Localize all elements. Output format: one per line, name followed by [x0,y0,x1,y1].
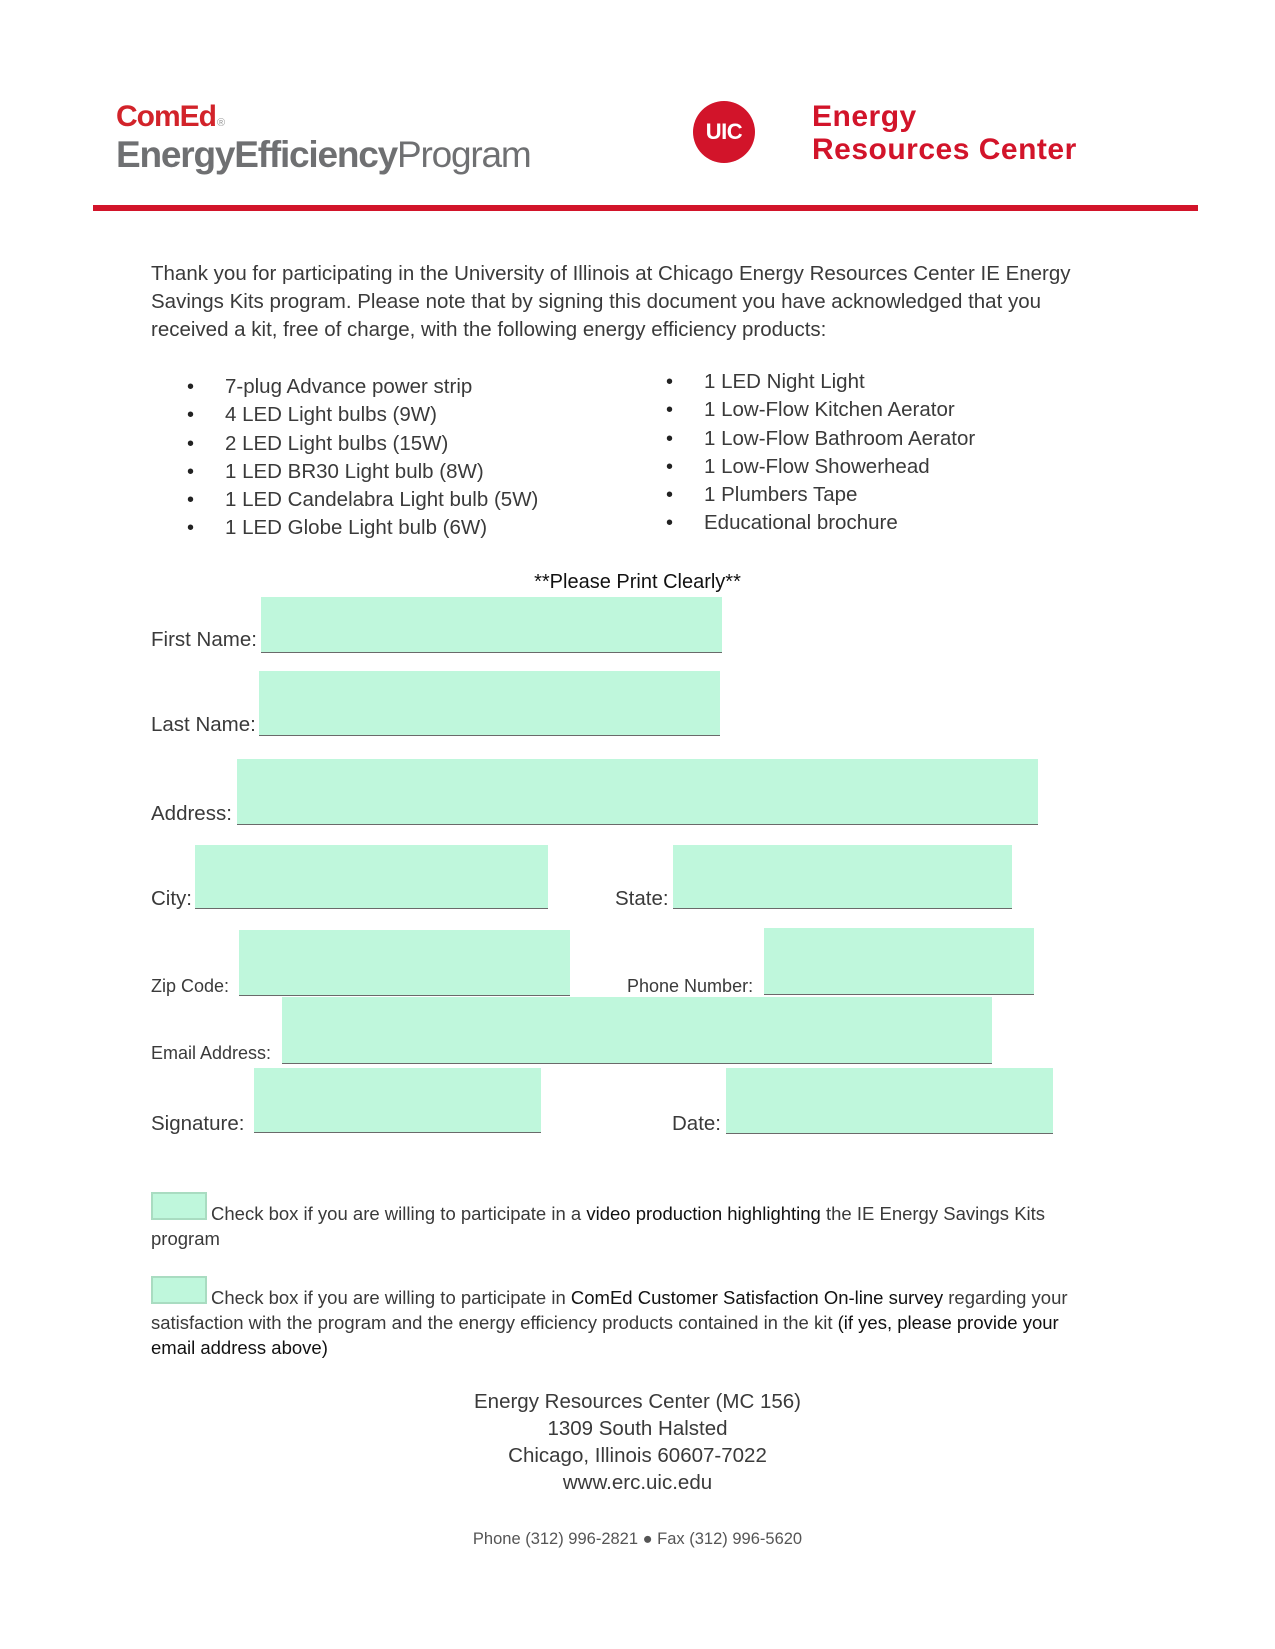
list-item: • 1 LED Candelabra Light bulb (5W) [151,486,538,514]
footer-website-link[interactable]: www.erc.uic.edu [562,1471,713,1494]
city-label: City: [151,887,192,910]
survey-participation-text [151,1285,1091,1360]
comed-brand-text: ComEd [116,100,216,133]
survey-text-emphasis: ComEd Customer Satisfaction On-line survey [570,1287,944,1308]
phone-number-field[interactable] [764,928,1034,995]
video-participation-text [151,1201,1071,1251]
list-item: • 1 Low-Flow Showerhead [630,453,975,481]
list-item: • 1 LED BR30 Light bulb (8W) [151,458,538,486]
first-name-field[interactable] [261,597,722,653]
video-text-emphasis: video production highlighting [586,1203,821,1224]
registered-mark: ® [217,117,225,129]
products-list-right [630,368,975,538]
erc-title [812,100,1077,166]
state-label: State: [615,887,669,910]
state-field[interactable] [673,845,1012,909]
video-text-after: the IE Energy Savings Kits program [151,1203,1046,1249]
program-title-bold: EnergyEfficiency [116,134,398,175]
erc-title-line1: Energy [812,100,917,133]
zip-code-label: Zip Code: [151,976,230,996]
footer-line-street: 1309 South Halsted [547,1417,728,1440]
date-field[interactable] [726,1068,1053,1134]
date-label: Date: [672,1112,721,1135]
address-label: Address: [151,802,232,825]
program-title [116,134,531,176]
footer-address [0,1388,1275,1496]
zip-code-field[interactable] [239,930,570,996]
survey-text-middle: regarding your satisfaction with the program and the energy efficiency products contained in the kit [151,1287,1068,1333]
address-field[interactable] [237,759,1038,825]
footer-contact: Phone (312) 996-2821 ● Fax (312) 996-5620 [472,1530,803,1548]
footer-line-org: Energy Resources Center (MC 156) [474,1390,801,1413]
phone-number-label: Phone Number: [627,976,754,996]
list-item: • 1 Low-Flow Bathroom Aerator [630,425,975,453]
signature-field[interactable] [254,1068,541,1133]
last-name-label: Last Name: [151,713,256,736]
email-address-label: Email Address: [151,1043,272,1063]
city-field[interactable] [195,845,548,909]
products-list-left [151,373,538,543]
first-name-label: First Name: [151,628,257,651]
list-item: • 1 LED Globe Light bulb (6W) [151,514,538,542]
list-item: • Educational brochure [630,509,975,537]
list-item: • 4 LED Light bulbs (9W) [151,401,538,429]
last-name-field[interactable] [259,671,720,736]
survey-text-emphasis-2: (if yes, please provide your email address above) [151,1312,1059,1358]
signature-label: Signature: [151,1112,245,1135]
list-item: • 1 LED Night Light [630,368,975,396]
footer-line-city: Chicago, Illinois 60607-7022 [508,1444,767,1467]
print-clearly-note: **Please Print Clearly** [534,571,741,593]
uic-logo-badge: UIC [693,101,755,163]
program-title-light: Program [397,134,531,175]
list-item: • 2 LED Light bulbs (15W) [151,430,538,458]
comed-logo [116,100,224,134]
video-text-before: Check box if you are willing to participate in a [211,1203,587,1224]
email-address-field[interactable] [282,997,992,1064]
intro-paragraph: Thank you for participating in the University of Illinois at Chicago Energy Resources Center IE Energy Savings Kits program. Please note that by signing this document you have acknowledged that you received a kit, free of charge, with the following energy efficiency products: [151,262,1071,341]
list-item: • 1 Low-Flow Kitchen Aerator [630,396,975,424]
list-item: • 7-plug Advance power strip [151,373,538,401]
header-divider [93,205,1198,211]
survey-text-before: Check box if you are willing to participate in [211,1287,571,1308]
erc-title-line2: Resources Center [812,133,1077,166]
list-item: • 1 Plumbers Tape [630,481,975,509]
